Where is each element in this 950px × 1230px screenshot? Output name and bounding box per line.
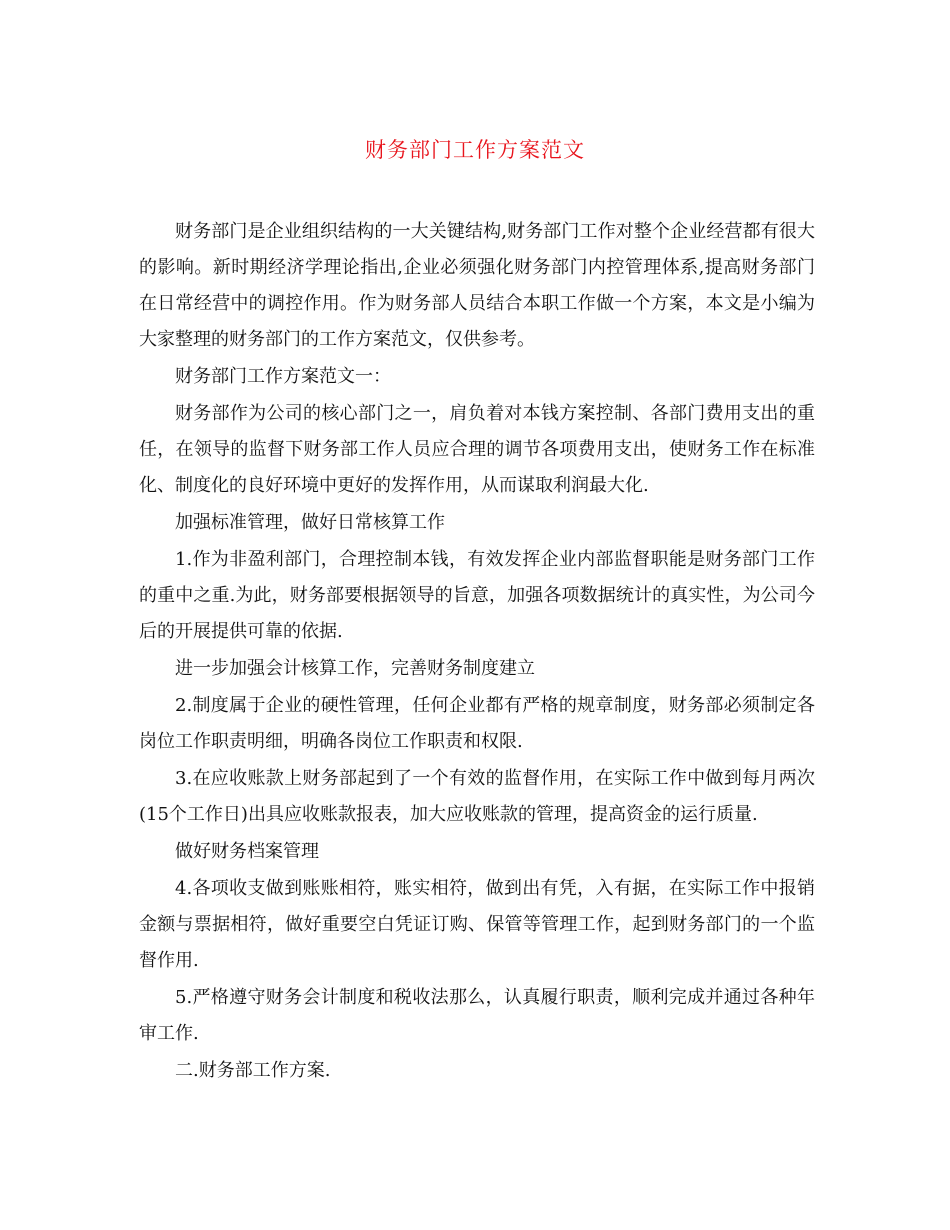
list-item-1: 1.作为非盈利部门，合理控制本钱，有效发挥企业内部监督职能是财务部门工作的重中之重.为此，财务部要根据领导的旨意，加强各项数据统计的真实性，为公司今后的开展提供可靠的依据. xyxy=(139,549,815,642)
section-heading-2: 二.财务部工作方案. xyxy=(175,1060,331,1081)
list-item-2: 2.制度属于企业的硬性管理，任何企业都有严格的规章制度，财务部必须制定各岗位工作职责明细，明确各岗位工作职责和权限. xyxy=(139,695,815,752)
subheading: 做好财务档案管理 xyxy=(175,841,319,862)
body-paragraph: 财务部作为公司的核心部门之一，肩负着对本钱方案控制、各部门费用支出的重任，在领导的监督下财务部工作人员应合理的调节各项费用支出，使财务工作在标准化、制度化的良好环境中更好的发挥作用，从而谋取利润最大化. xyxy=(139,403,815,496)
list-item-4: 4.各项收支做到账账相符，账实相符，做到出有凭，入有据，在实际工作中报销金额与票据相符，做好重要空白凭证订购、保管等管理工作，起到财务部门的一个监督作用. xyxy=(139,878,815,971)
subheading: 进一步加强会计核算工作，完善财务制度建立 xyxy=(175,658,535,679)
section-heading-1: 财务部门工作方案范文一： xyxy=(175,366,391,387)
list-item-5: 5.严格遵守财务会计制度和税收法那么，认真履行职责，顺利完成并通过各种年审工作. xyxy=(139,987,815,1044)
page-title: 财务部门工作方案范文 xyxy=(365,138,585,162)
document-body xyxy=(139,214,815,1090)
subheading: 加强标准管理，做好日常核算工作 xyxy=(175,512,445,533)
list-item-3: 3.在应收账款上财务部起到了一个有效的监督作用，在实际工作中做到每月两次(15个工作日)出具应收账款报表，加大应收账款的管理，提高资金的运行质量. xyxy=(139,768,815,825)
intro-paragraph: 财务部门是企业组织结构的一大关键结构,财务部门工作对整个企业经营都有很大的影响。新时期经济学理论指出,企业必须强化财务部门内控管理体系,提高财务部门在日常经营中的调控作用。作为财务部人员结合本职工作做一个方案，本文是小编为大家整理的财务部门的工作方案范文，仅供参考。 xyxy=(139,221,815,350)
